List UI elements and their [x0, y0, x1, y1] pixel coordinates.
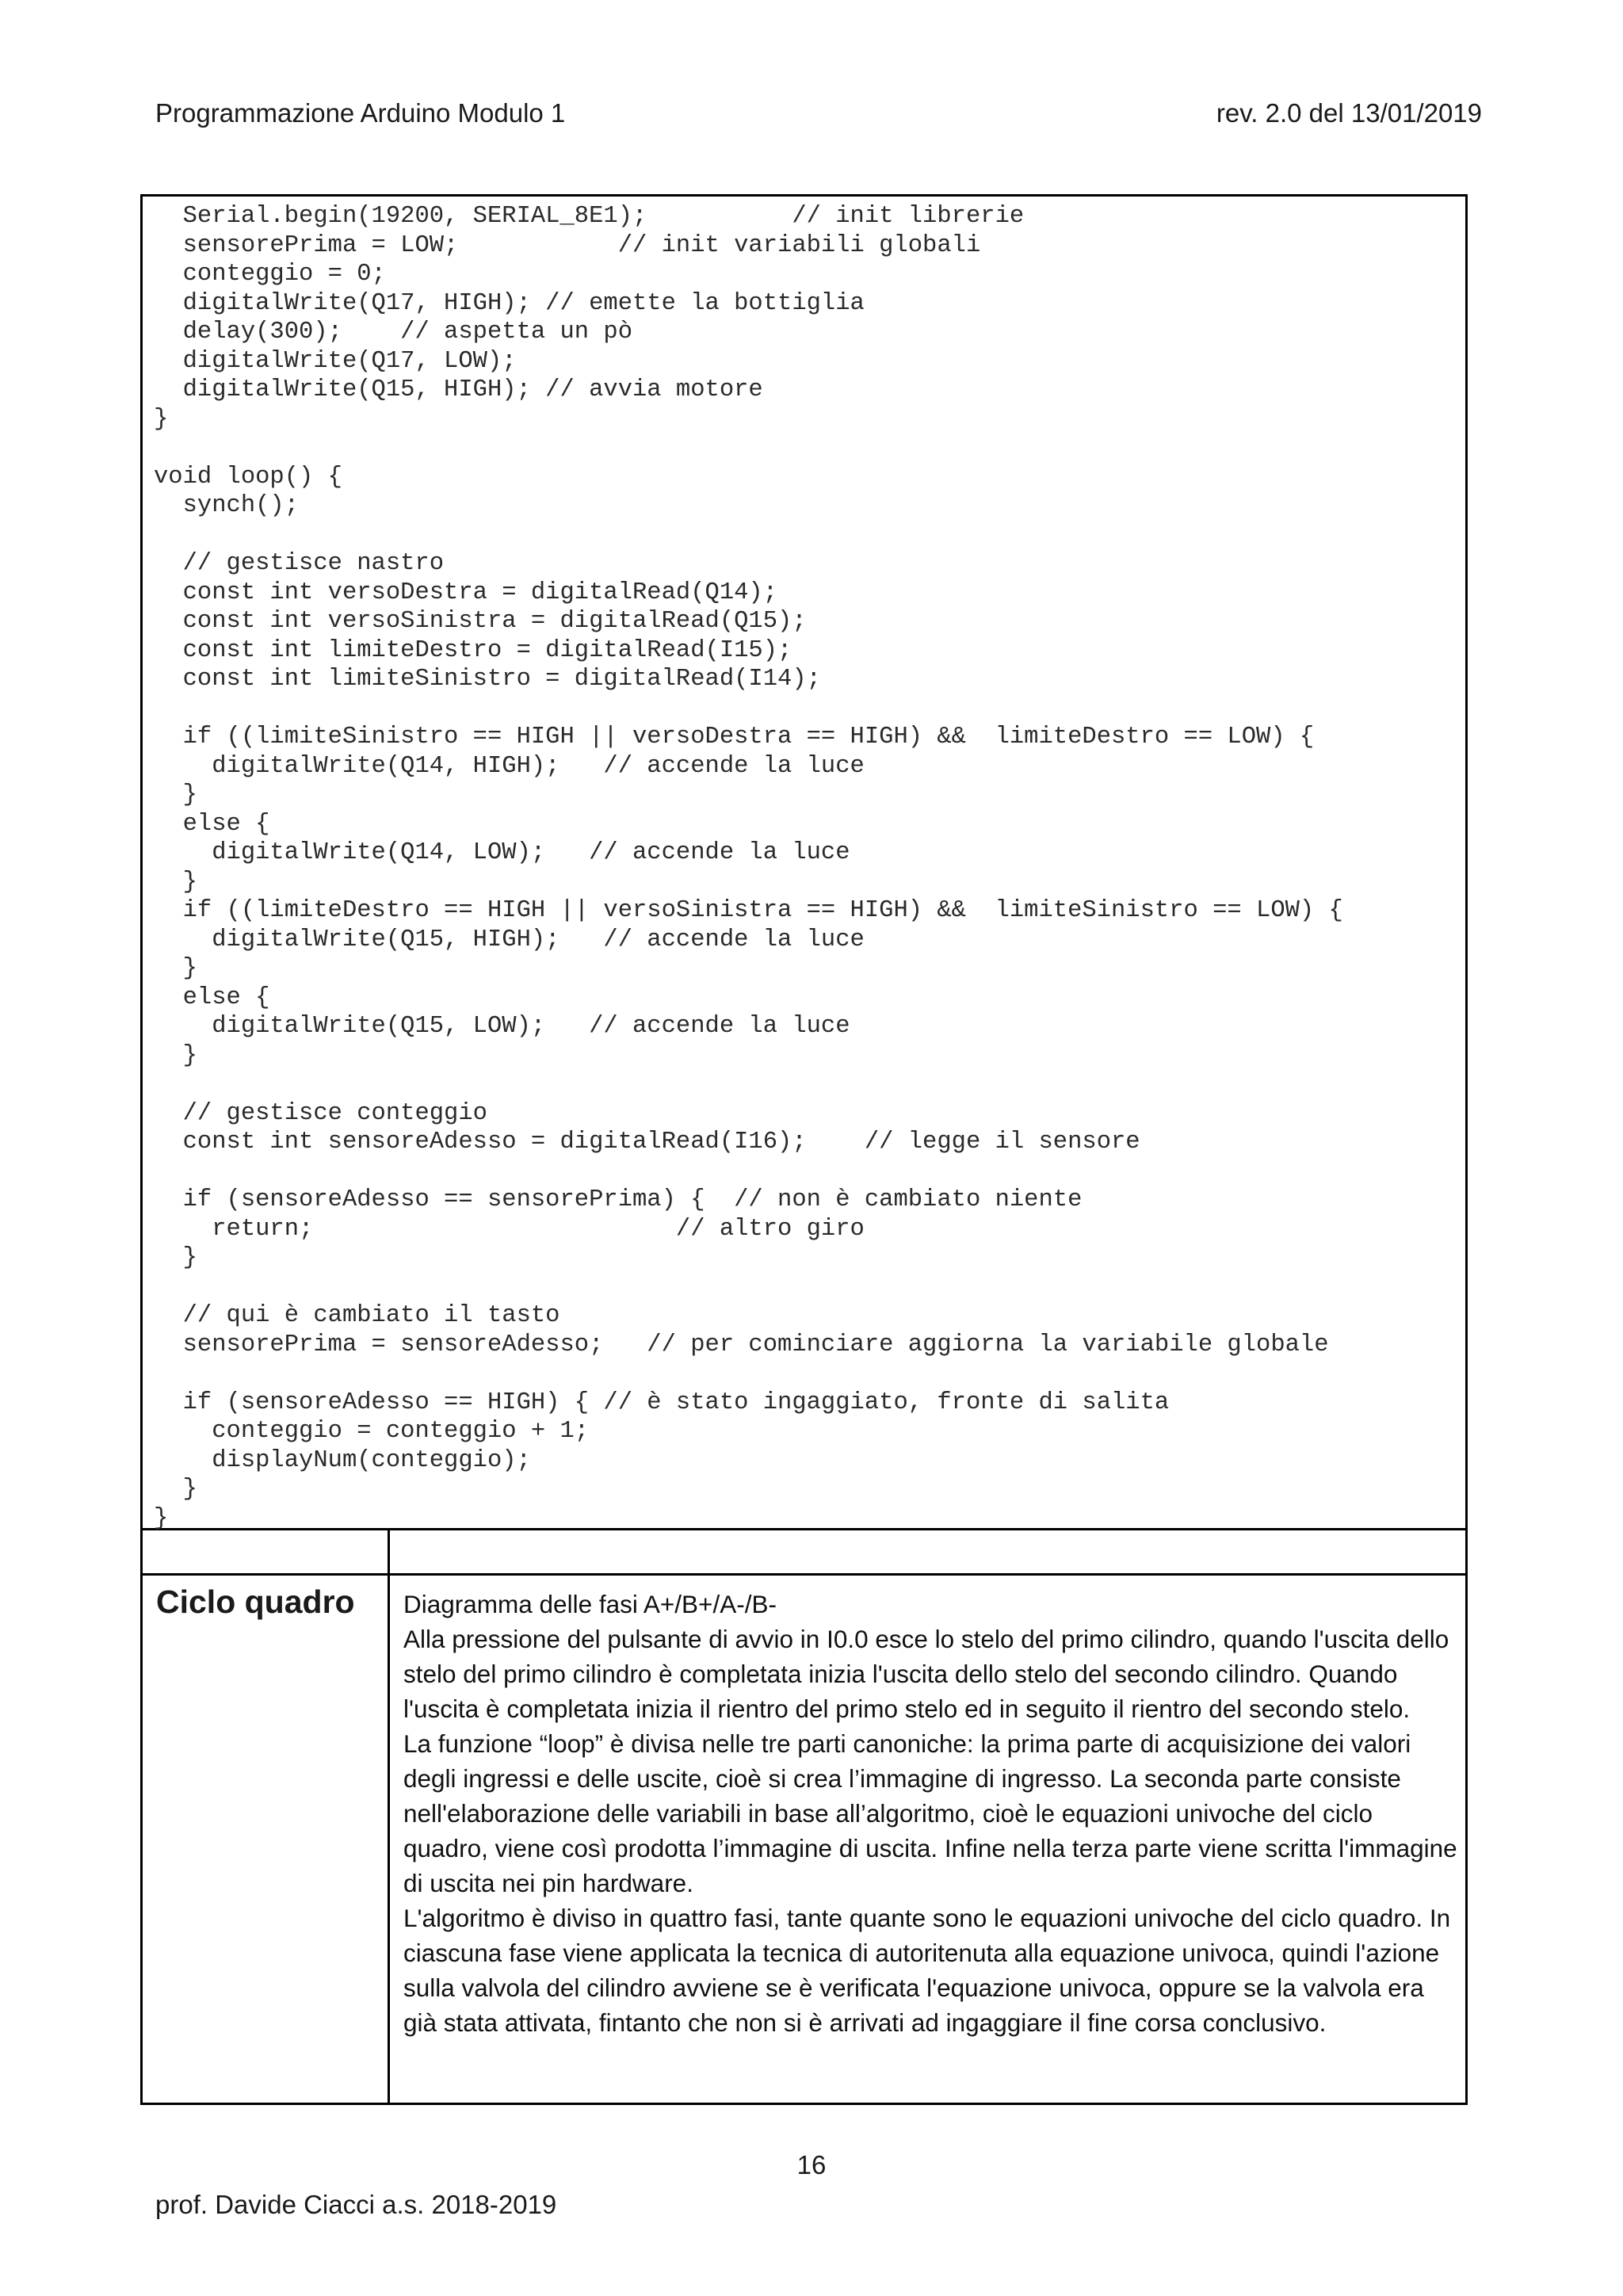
header-revision: rev. 2.0 del 13/01/2019 — [1216, 98, 1482, 128]
code-line: digitalWrite(Q15, LOW); // accende la luce — [154, 1013, 850, 1040]
code-line: } — [154, 955, 197, 982]
code-line: const int sensoreAdesso = digitalRead(I16); // legge il sensore — [154, 1129, 1140, 1156]
code-line — [154, 1070, 1343, 1099]
code-line: } — [154, 1476, 197, 1503]
code-line: digitalWrite(Q15, HIGH); // accende la luce — [154, 926, 865, 953]
code-line: } — [154, 405, 169, 433]
empty-table-cell — [143, 1530, 390, 1573]
code-line: displayNum(conteggio); — [154, 1446, 531, 1474]
content-table — [140, 194, 1468, 2105]
section-paragraph: Alla pressione del pulsante di avvio in I0.0 esce lo stelo del primo cilindro, quando l'uscita dello stelo del primo cilindro è completata inizia l'uscita dello stelo del secondo cilindro. Quando l'uscita è completata inizia il rientro del primo stelo ed in seguito il rientro del secondo stelo. — [403, 1625, 1449, 1723]
code-line: sensorePrima = sensoreAdesso; // per cominciare aggiorna la variabile globale — [154, 1331, 1329, 1358]
code-line: const int versoSinistra = digitalRead(Q15); — [154, 608, 807, 635]
section-paragraph: L'algoritmo è diviso in quattro fasi, tante quante sono le equazioni univoche del ciclo quadro. In ciascuna fase viene applicata la tecnica di autoritenuta alla equazione univoca, quindi l'azione sulla valvola del cilindro avviene se è verificata l'equazione univoca, oppure se la valvola era già stata attivata, fintanto che non si è arrivati ad ingaggiare il fine corsa conclusivo. — [403, 1904, 1451, 2037]
code-line — [154, 694, 1343, 724]
code-line: const int limiteDestro = digitalRead(I15); — [154, 636, 792, 664]
code-block — [154, 202, 1343, 1533]
code-line: // gestisce conteggio — [154, 1099, 487, 1127]
code-cell — [143, 197, 1465, 1530]
code-line: // qui è cambiato il tasto — [154, 1302, 560, 1329]
code-line: void loop() { — [154, 463, 342, 491]
code-line: conteggio = 0; — [154, 261, 386, 288]
section-row — [143, 1576, 1465, 2103]
section-description — [403, 1587, 1457, 2040]
code-line: const int limiteSinistro = digitalRead(I14); — [154, 666, 821, 693]
code-line: if (sensoreAdesso == sensorePrima) { // non è cambiato niente — [154, 1186, 1083, 1213]
code-line: delay(300); // aspetta un pò — [154, 319, 632, 346]
code-line: else { — [154, 810, 270, 838]
code-line: return; // altro giro — [154, 1215, 865, 1243]
code-line: } — [154, 1504, 169, 1532]
page-number: 16 — [796, 2150, 827, 2179]
section-title: Ciclo quadro — [156, 1584, 355, 1620]
code-line: const int versoDestra = digitalRead(Q14); — [154, 579, 778, 606]
code-line — [154, 434, 1343, 463]
code-line: // gestisce nastro — [154, 550, 445, 577]
code-line: digitalWrite(Q17, HIGH); // emette la bottiglia — [154, 289, 865, 317]
section-paragraph: Diagramma delle fasi A+/B+/A-/B- — [403, 1590, 777, 1618]
empty-table-row — [143, 1530, 1465, 1576]
code-line: digitalWrite(Q14, HIGH); // accende la luce — [154, 752, 865, 780]
code-line — [154, 1273, 1343, 1302]
code-line: } — [154, 781, 197, 808]
code-line: digitalWrite(Q17, LOW); — [154, 347, 517, 375]
code-line: } — [154, 1041, 197, 1069]
code-line: } — [154, 868, 197, 896]
code-line: synch(); — [154, 492, 300, 519]
section-title-cell — [143, 1576, 390, 2103]
code-line: if ((limiteSinistro == HIGH || versoDestra == HIGH) && limiteDestro == LOW) { — [154, 724, 1315, 751]
code-line — [154, 1157, 1343, 1186]
code-line: digitalWrite(Q15, HIGH); // avvia motore — [154, 376, 763, 403]
code-line: if (sensoreAdesso == HIGH) { // è stato ingaggiato, fronte di salita — [154, 1389, 1170, 1416]
code-line: sensorePrima = LOW; // init variabili globali — [154, 231, 981, 259]
header-title: Programmazione Arduino Modulo 1 — [155, 98, 566, 128]
code-line — [154, 1359, 1343, 1389]
code-line: Serial.begin(19200, SERIAL_8E1); // init librerie — [154, 203, 1025, 230]
code-line: digitalWrite(Q14, LOW); // accende la luce — [154, 839, 850, 866]
code-line: else { — [154, 984, 270, 1011]
code-line: } — [154, 1244, 197, 1271]
section-paragraph: La funzione “loop” è divisa nelle tre parti canoniche: la prima parte di acquisizione dei valori degli ingressi e delle uscite, cioè si crea l’immagine di ingresso. La seconda parte consiste nell'elaborazione delle variabili in base all’algoritmo, cioè le equazioni univoche del ciclo quadro, viene così prodotta l’immagine di uscita. Infine nella terza parte viene scritta l'immagine di uscita nei pin hardware. — [403, 1729, 1457, 1897]
code-line: conteggio = conteggio + 1; — [154, 1418, 590, 1445]
code-line — [154, 521, 1343, 550]
code-line: if ((limiteDestro == HIGH || versoSinistra == HIGH) && limiteSinistro == LOW) { — [154, 897, 1343, 924]
footer-author: prof. Davide Ciacci a.s. 2018-2019 — [155, 2190, 557, 2219]
